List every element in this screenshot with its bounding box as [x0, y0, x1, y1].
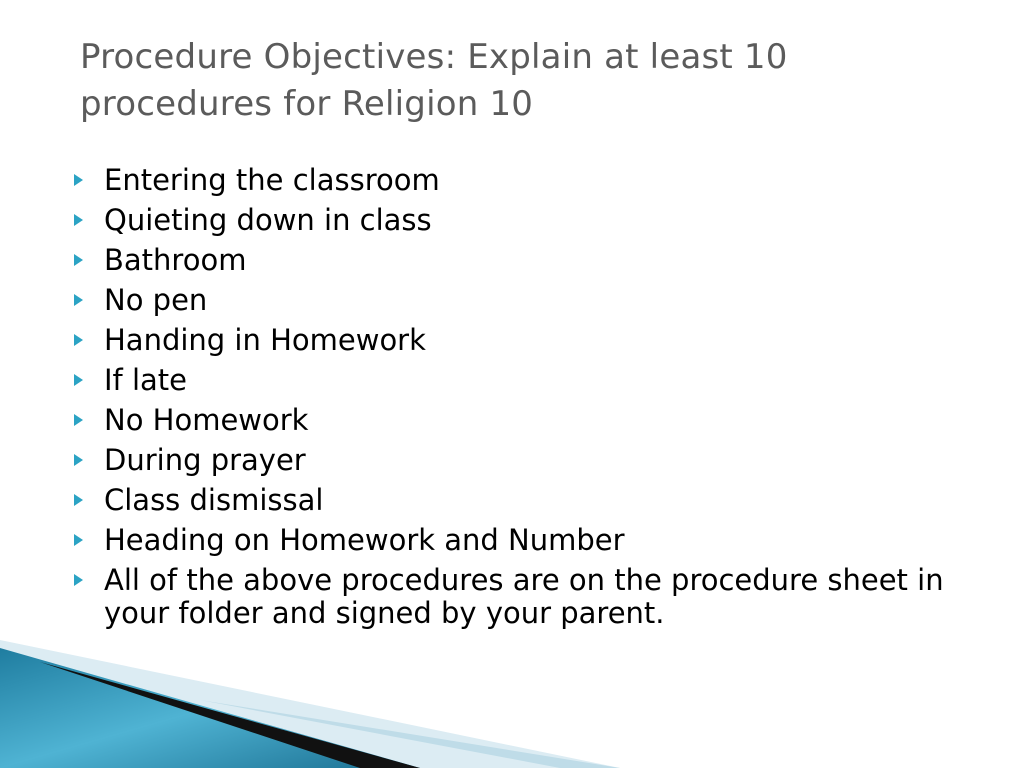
list-item-text: No pen	[104, 283, 208, 317]
triangle-right-icon	[74, 214, 83, 226]
list-item-text: Class dismissal	[104, 483, 324, 517]
triangle-right-icon	[74, 294, 83, 306]
bullet-list	[0, 164, 1024, 637]
list-item	[0, 524, 1024, 557]
list-item	[0, 404, 1024, 437]
list-item-text: If late	[104, 363, 188, 397]
triangle-right-icon	[74, 534, 83, 546]
list-item	[0, 164, 1024, 197]
slide-title: Procedure Objectives: Explain at least 10 procedures for Religion 10	[80, 37, 788, 124]
light-band	[0, 640, 620, 768]
list-item	[0, 204, 1024, 237]
triangle-right-icon	[74, 454, 83, 466]
triangle-right-icon	[74, 414, 83, 426]
list-item	[0, 244, 1024, 277]
list-item-text: All of the above procedures are on the procedure sheet in your folder and signed by your parent.	[104, 563, 944, 630]
light-stripe	[200, 700, 620, 768]
list-item-text: During prayer	[104, 443, 306, 477]
list-item-text: No Homework	[104, 403, 309, 437]
list-item	[0, 484, 1024, 517]
triangle-right-icon	[74, 334, 83, 346]
teal-band	[0, 648, 420, 768]
triangle-right-icon	[74, 494, 83, 506]
list-item	[0, 364, 1024, 397]
list-item-text: Quieting down in class	[104, 203, 432, 237]
list-item	[0, 324, 1024, 357]
list-item	[0, 564, 1024, 630]
triangle-right-icon	[74, 254, 83, 266]
list-item	[0, 284, 1024, 317]
list-item-text: Heading on Homework and Number	[104, 523, 625, 557]
triangle-right-icon	[74, 574, 83, 586]
list-item-text: Bathroom	[104, 243, 247, 277]
list-item-text: Handing in Homework	[104, 323, 426, 357]
list-item-text: Entering the classroom	[104, 163, 440, 197]
triangle-right-icon	[74, 174, 83, 186]
dark-stripe	[40, 662, 420, 768]
triangle-right-icon	[74, 374, 83, 386]
list-item	[0, 444, 1024, 477]
